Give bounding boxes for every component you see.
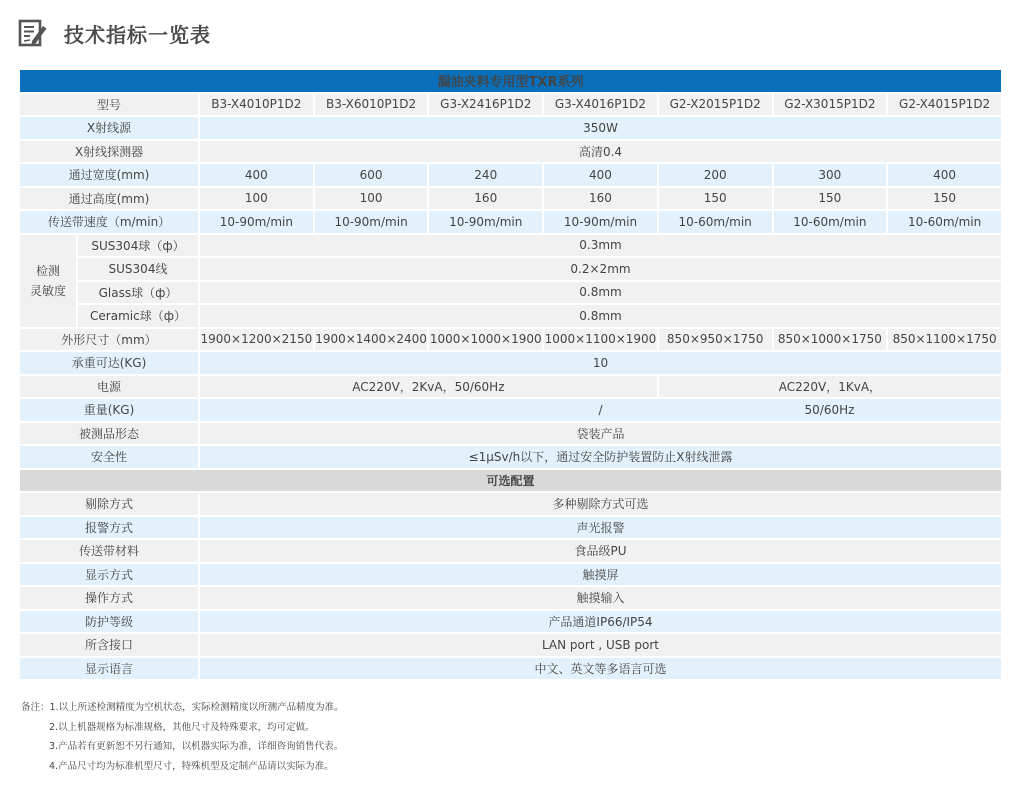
value-cell: 1000×1000×1900 (429, 329, 542, 351)
notes-prefix: 备注： (21, 702, 50, 713)
row-label: 型号 (20, 94, 198, 116)
row-value: 0.3mm (200, 235, 1001, 257)
value-cell: 1900×1400×2400 (315, 329, 428, 351)
weight-row (20, 399, 1001, 421)
pass-width-row (20, 164, 1001, 186)
value-cell: 1900×1200×2150 (200, 329, 313, 351)
row-value: 触摸屏 (200, 564, 1001, 586)
row-label: Ceramic球（ф） (78, 305, 198, 327)
row-label: Glass球（ф） (78, 282, 198, 304)
row-value: 袋装产品 (200, 423, 1001, 445)
value-cell: 300 (774, 164, 887, 186)
load-row (20, 352, 1001, 374)
note-line: 2.以上机器规格为标准规格，其他尺寸及特殊要求，均可定做。 (49, 721, 315, 733)
row-label: 安全性 (20, 446, 198, 468)
notes (21, 698, 344, 776)
row-value: 高清0.4 (200, 141, 1001, 163)
note-line: 3.产品若有更新恕不另行通知，以机器实际为准，详细咨询销售代表。 (49, 741, 344, 752)
row-label: 报警方式 (20, 517, 198, 539)
group-label-line: 检测 (35, 263, 60, 278)
xray-detector-row (20, 141, 1001, 163)
sensitivity-row (20, 305, 1001, 327)
row-label: 被测品形态 (20, 423, 198, 445)
model-cell: G2-X4015P1D2 (888, 94, 1001, 116)
row-value: 10 (200, 352, 1001, 374)
row-value: 声光报警 (200, 517, 1001, 539)
row-value: 350W (200, 117, 1001, 139)
optional-row (20, 658, 1001, 680)
row-value: LAN port , USB port (200, 634, 1001, 656)
model-row (20, 94, 1001, 116)
row-label: SUS304线 (78, 258, 198, 280)
optional-section-title: 可选配置 (20, 470, 1001, 492)
row-label: X射线探测器 (20, 141, 198, 163)
optional-row (20, 634, 1001, 656)
product-form-row (20, 423, 1001, 445)
edit-document-icon (18, 18, 48, 48)
row-value: 多种剔除方式可选 (200, 493, 1001, 515)
weight-value-right: 50/60Hz (804, 403, 855, 417)
dimensions-row (20, 329, 1001, 351)
row-value: 产品通道IP66/IP54 (200, 611, 1001, 633)
row-value: 触摸输入 (200, 587, 1001, 609)
value-cell: 10-90m/min (315, 211, 428, 233)
optional-row (20, 587, 1001, 609)
safety-row (20, 446, 1001, 468)
power-value-left: AC220V，2KvA，50/60Hz (200, 376, 657, 398)
value-cell: 600 (315, 164, 428, 186)
weight-value (200, 399, 1001, 421)
value-cell: 10-60m/min (888, 211, 1001, 233)
series-title-row (20, 70, 1001, 92)
value-cell: 400 (888, 164, 1001, 186)
value-cell: 150 (659, 188, 772, 210)
row-value: 0.8mm (200, 282, 1001, 304)
model-cell: B3-X4010P1D2 (200, 94, 313, 116)
value-cell: 1000×1100×1900 (544, 329, 657, 351)
value-cell: 10-60m/min (774, 211, 887, 233)
xray-source-row (20, 117, 1001, 139)
optional-row (20, 611, 1001, 633)
value-cell: 240 (429, 164, 542, 186)
sensitivity-row (20, 258, 1001, 280)
row-label: 显示方式 (20, 564, 198, 586)
sensitivity-group-label (20, 235, 76, 327)
value-cell: 160 (429, 188, 542, 210)
value-cell: 400 (544, 164, 657, 186)
row-label: 传送带速度（m/min） (20, 211, 198, 233)
value-cell: 10-90m/min (429, 211, 542, 233)
value-cell: 10-90m/min (200, 211, 313, 233)
optional-row (20, 517, 1001, 539)
value-cell: 10-60m/min (659, 211, 772, 233)
row-value: ≤1μSv/h以下，通过安全防护装置防止X射线泄露 (200, 446, 1001, 468)
model-cell: G3-X4016P1D2 (544, 94, 657, 116)
row-label: 重量(KG) (20, 399, 198, 421)
model-cell: G3-X2416P1D2 (429, 94, 542, 116)
row-value: 0.2×2mm (200, 258, 1001, 280)
model-cell: G2-X3015P1D2 (774, 94, 887, 116)
row-label: 通过高度(mm) (20, 188, 198, 210)
row-label: 操作方式 (20, 587, 198, 609)
model-cell: G2-X2015P1D2 (659, 94, 772, 116)
value-cell: 850×950×1750 (659, 329, 772, 351)
optional-row (20, 493, 1001, 515)
row-label: SUS304球（ф） (78, 235, 198, 257)
spec-table (18, 68, 1003, 681)
row-label: 显示语言 (20, 658, 198, 680)
pass-height-row (20, 188, 1001, 210)
value-cell: 850×1000×1750 (774, 329, 887, 351)
optional-row (20, 540, 1001, 562)
value-cell: 100 (315, 188, 428, 210)
optional-row (20, 564, 1001, 586)
weight-value-left: / (598, 403, 603, 417)
row-label: 传送带材料 (20, 540, 198, 562)
series-title: 漏油夹料专用型TXR系列 (20, 70, 1001, 92)
value-cell: 150 (774, 188, 887, 210)
value-cell: 160 (544, 188, 657, 210)
page-title: 技术指标一览表 (64, 22, 211, 47)
value-cell: 100 (200, 188, 313, 210)
row-label: 所含接口 (20, 634, 198, 656)
value-cell: 150 (888, 188, 1001, 210)
belt-speed-row (20, 211, 1001, 233)
row-label: 外形尺寸（mm） (20, 329, 198, 351)
page-header (18, 18, 211, 48)
row-label: 电源 (20, 376, 198, 398)
row-value: 食品级PU (200, 540, 1001, 562)
power-value-right: AC220V，1KvA， (659, 376, 1001, 398)
row-label: 防护等级 (20, 611, 198, 633)
model-cell: B3-X6010P1D2 (315, 94, 428, 116)
sensitivity-row (20, 282, 1001, 304)
row-label: 剔除方式 (20, 493, 198, 515)
value-cell: 850×1100×1750 (888, 329, 1001, 351)
note-line: 备注：1.以上所述检测精度为空机状态，实际检测精度以所测产品精度为准。 (21, 702, 344, 713)
note-line: 4.产品尺寸均为标准机型尺寸，特殊机型及定制产品请以实际为准。 (49, 760, 334, 772)
power-row (20, 376, 1001, 398)
row-label: 通过宽度(mm) (20, 164, 198, 186)
value-cell: 400 (200, 164, 313, 186)
optional-section-row (20, 470, 1001, 492)
row-value: 0.8mm (200, 305, 1001, 327)
sensitivity-row (20, 235, 1001, 257)
row-label: X射线源 (20, 117, 198, 139)
value-cell: 200 (659, 164, 772, 186)
group-label-line: 灵敏度 (29, 283, 66, 298)
row-label: 承重可达(KG) (20, 352, 198, 374)
row-value: 中文、英文等多语言可选 (200, 658, 1001, 680)
value-cell: 10-90m/min (544, 211, 657, 233)
